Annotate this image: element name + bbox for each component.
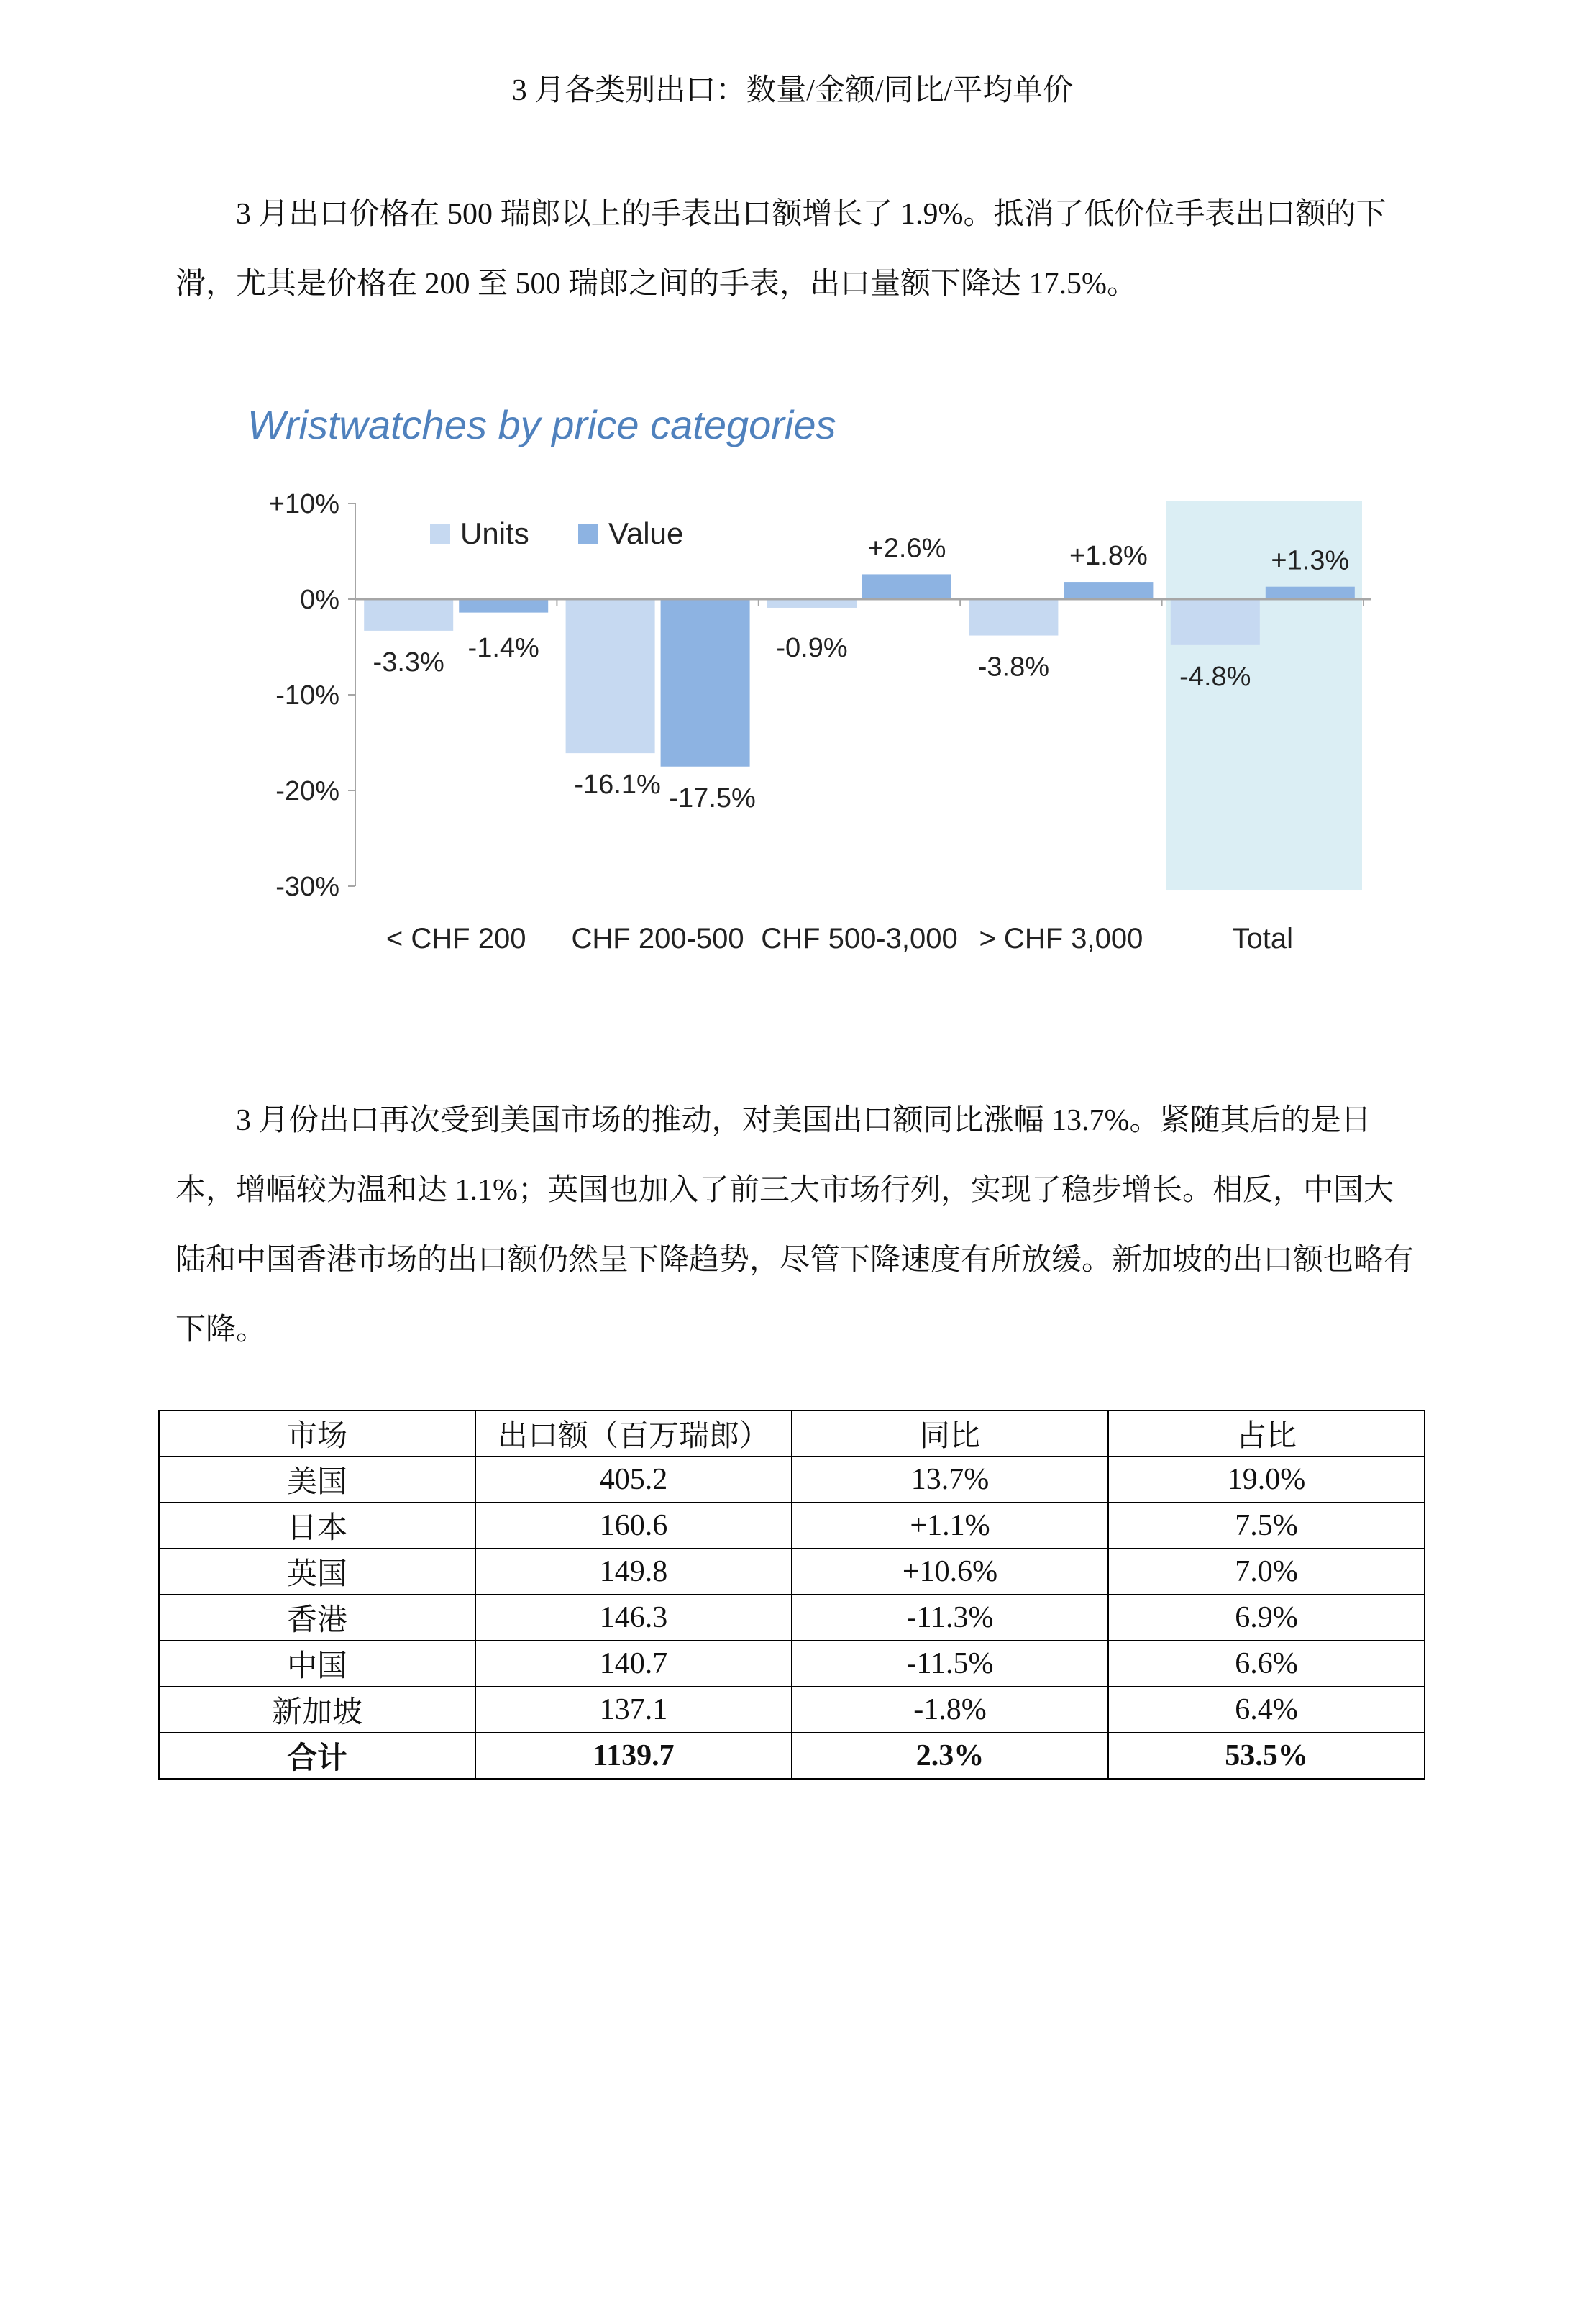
y-tick-label: +10% [268,489,339,519]
cell-total-yoy: 2.3% [792,1733,1108,1779]
paragraph-markets: 3 月份出口再次受到美国市场的推动，对美国出口额同比涨幅 13.7%。紧随其后的是日本，增幅较为温和达 1.1%；英国也加入了前三大市场行列，实现了稳步增长。相反，中国大陆和中国香港市场的出口额仍然呈下降趋势，尽管下降速度有所放缓。新加坡的出口额也略有下降。 [175,1104,1415,1346]
chart-title: Wristwatches by price categories [247,402,836,447]
cell-export-value: 140.7 [475,1641,792,1687]
cell-market: 中国 [159,1641,475,1687]
bar-value [1266,587,1355,599]
y-tick-label: 0% [300,585,339,615]
header-yoy: 同比 [792,1411,1108,1457]
header-export-value: 出口额（百万瑞郎） [475,1411,792,1457]
cell-total-share: 53.5% [1108,1733,1425,1779]
legend-label-units: Units [460,516,529,550]
cell-export-value: 160.6 [475,1503,792,1549]
bar-value [1064,582,1153,599]
table-total-row [159,1733,1425,1779]
data-label: -16.1% [574,770,661,801]
cell-yoy: 13.7% [792,1457,1108,1503]
bar-units [566,599,655,753]
cell-share: 7.5% [1108,1503,1425,1549]
cell-share: 6.4% [1108,1687,1425,1733]
x-tick-label: CHF 200-500 [571,923,744,954]
y-tick-label: -20% [275,776,339,806]
data-label: -17.5% [669,783,756,814]
legend-swatch-units [430,524,450,544]
legend-label-value: Value [608,516,684,550]
table-row [159,1595,1425,1641]
table-row [159,1641,1425,1687]
chart-svg [237,388,1374,978]
paragraph-price-categories: 3 月出口价格在 500 瑞郎以上的手表出口额增长了 1.9%。抵消了低价位手表出口额的下滑，尤其是价格在 200 至 500 瑞郎之间的手表，出口量额下降达 17.5%。 [175,198,1387,301]
cell-share: 7.0% [1108,1549,1425,1595]
cell-yoy: -1.8% [792,1687,1108,1733]
cell-export-value: 146.3 [475,1595,792,1641]
cell-yoy: +1.1% [792,1503,1108,1549]
bar-units [767,599,857,608]
data-label: -3.3% [373,647,444,678]
cell-yoy: -11.5% [792,1641,1108,1687]
data-label: -3.8% [977,652,1050,683]
cell-market: 英国 [159,1549,475,1595]
data-label: -0.9% [776,633,848,663]
table-row [159,1457,1425,1503]
data-label: +1.8% [1069,541,1148,572]
cell-market: 日本 [159,1503,475,1549]
y-tick-label: -30% [275,872,339,902]
bar-value [862,574,951,599]
cell-share: 19.0% [1108,1457,1425,1503]
data-label: -4.8% [1179,661,1251,692]
bar-units [364,599,453,631]
header-share: 占比 [1108,1411,1425,1457]
cell-total-export-value: 1139.7 [475,1733,792,1779]
cell-yoy: -11.3% [792,1595,1108,1641]
x-tick-label: < CHF 200 [385,923,526,954]
cell-export-value: 149.8 [475,1549,792,1595]
wristwatch-price-chart [237,388,1374,978]
header-market: 市场 [159,1411,475,1457]
cell-market: 新加坡 [159,1687,475,1733]
y-tick-label: -10% [275,680,339,711]
cell-yoy: +10.6% [792,1549,1108,1595]
bar-value [459,599,548,613]
bar-units [1171,599,1260,645]
table-header-row [159,1411,1425,1457]
x-tick-label: Total [1232,923,1294,954]
figure-caption: 3 月各类别出口：数量/金额/同比/平均单价 [511,74,1074,107]
cell-market: 美国 [159,1457,475,1503]
cell-total-label: 合计 [159,1733,475,1779]
cell-share: 6.6% [1108,1641,1425,1687]
cell-export-value: 405.2 [475,1457,792,1503]
cell-share: 6.9% [1108,1595,1425,1641]
x-tick-label: CHF 500-3,000 [761,923,958,954]
data-label: +2.6% [867,533,946,564]
table-row [159,1687,1425,1733]
bar-value [661,599,750,767]
data-label: -1.4% [467,633,539,663]
table-row [159,1549,1425,1595]
cell-export-value: 137.1 [475,1687,792,1733]
bar-units [969,599,1058,636]
x-tick-label: > CHF 3,000 [979,923,1143,954]
legend-swatch-value [578,524,598,544]
cell-market: 香港 [159,1595,475,1641]
data-label: +1.3% [1271,545,1350,576]
market-table [158,1410,1425,1780]
table-row [159,1503,1425,1549]
